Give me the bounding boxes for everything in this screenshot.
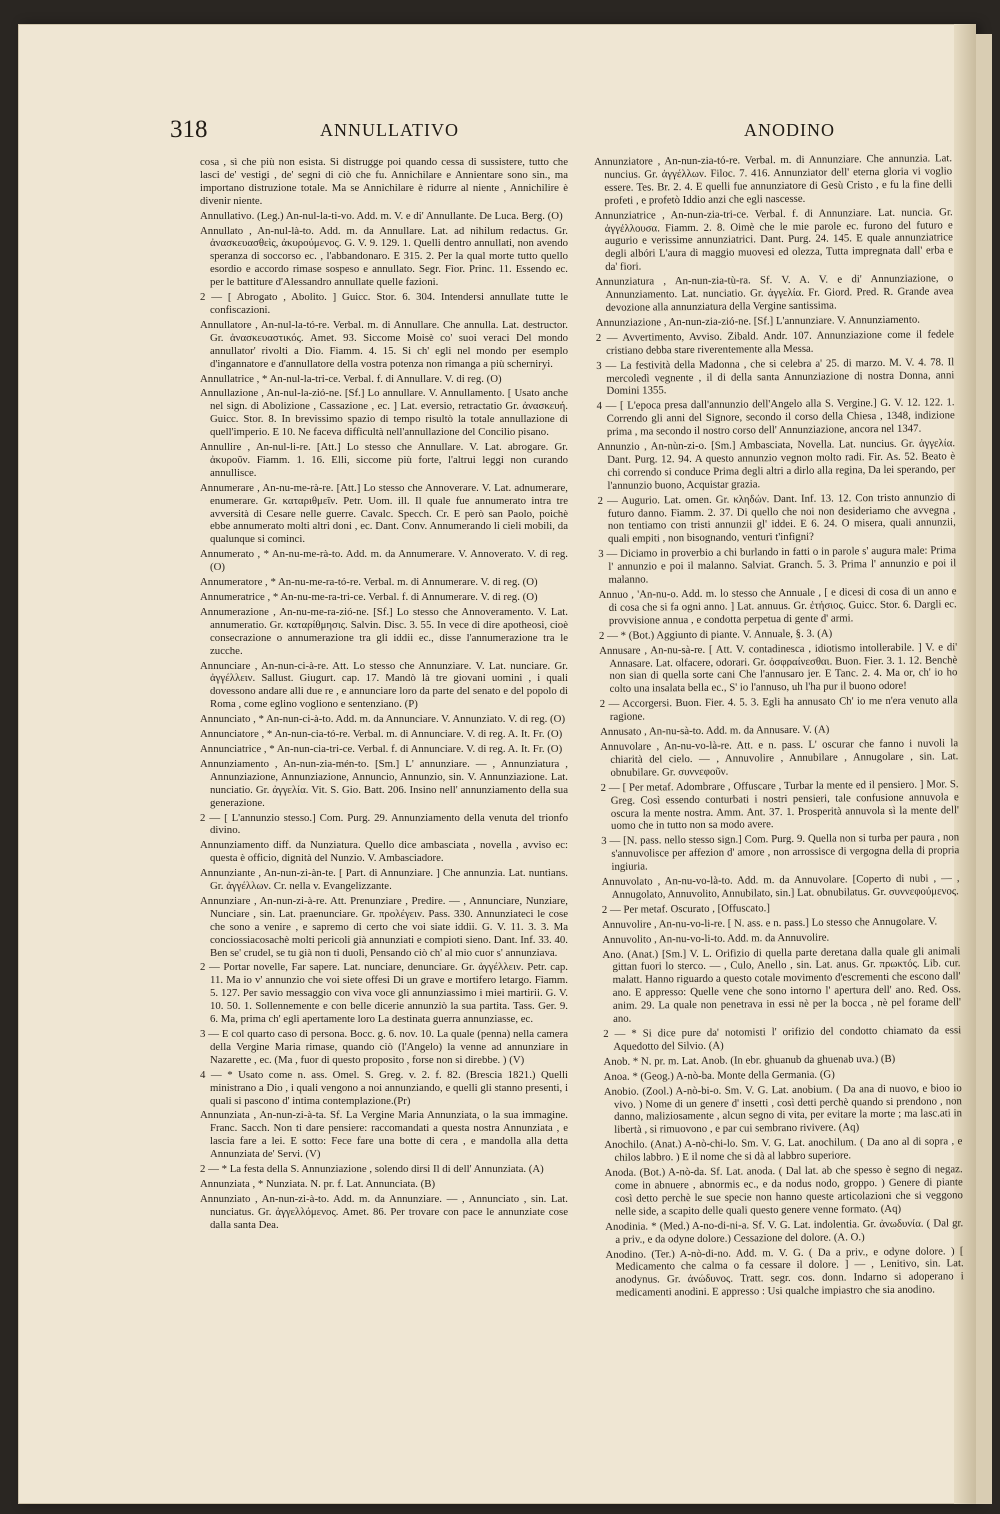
page-number: 318 <box>170 116 208 143</box>
dictionary-entry: Annumerazione , An-nu-me-ra-zió-ne. [Sf.] Lo stesso che Annoveramento. V. Lat. annumeratio. Gr. καταρίθμησις. Salvin. Disc. 3. 55. In vece di dire apotheosi, cioè consecrazione o annumerazione tra gli iddii ec., disse l'annumerazione tra le zucche. <box>200 605 568 657</box>
dictionary-entry: Annullatore , An-nul-la-tó-re. Verbal. m. di Annullare. Che annulla. Lat. destructor. Gr. ἀνασκευαστικός. Amet. 93. Siccome Moisè co' suoi veraci Del mondo annullator' rivolti a Dio. Fiamm. 4. 15. Si ch' egli nel mondo per esemplo d'ingannatore e d'annullatore della vostra potenza non rimanga a più scherniryi. <box>200 318 568 370</box>
dictionary-entry: Anobio. (Zool.) A-nò-bi-o. Sm. V. G. Lat. anobium. ( Da ana di nuovo, e bioo io vivo. ) Nome di un genere d' insetti , così detti perchè quando si prendono , non danno, maliziosamente , alcun segno di vita, per evitare la morte ; ma lasc.ati in libertà , si rimuovono , e par cui sembrano rivivere. (Aq) <box>603 1081 963 1137</box>
dictionary-entry: Anoa. * (Geog.) A-nò-ba. Monte della Germania. (G) <box>603 1068 835 1083</box>
dictionary-entry: Annullire , An-nul-li-re. [Att.] Lo stesso che Annullare. V. Lat. abrogare. Gr. ἀκυροῦν. Fiamm. 1. 16. Elli, siccome più forte, l'altrui leggi non curando annullisce. <box>200 441 568 479</box>
header-right-headword: ANODINO <box>744 120 835 140</box>
dictionary-entry: Annunciatore , * An-nun-cia-tó-re. Verbal. m. di Annunciare. V. di reg. A. It. Fr. (O) <box>200 728 563 741</box>
dictionary-entry: Annullativo. (Leg.) An-nul-la-ti-vo. Add. m. V. e di' Annullante. De Luca. Berg. (O) <box>200 209 563 222</box>
dictionary-entry: Annuvolato , An-nu-vo-là-to. Add. m. da Annuvolare. [Coperto di nubi , — , Annugolato, Annuvolito, Annubilato, sin.] Lat. obnubilatus. Gr. συννεφούμενος. <box>601 872 960 901</box>
dictionary-entry: 2 — Avvertimento, Avviso. Zibald. Andr. 107. Annunziazione come il fedele cristiano debba stare riverentemente alla Messa. <box>595 328 954 357</box>
header-left-headword: ANNULLATIVO <box>320 120 459 140</box>
dictionary-entry: Ano. (Anat.) [Sm.] V. L. Orifizio di quella parte deretana dalla quale gli animali gittan fuori lo sterco. — , Culo, Anello , sin. Lat. anus. Gr. πρωκτός. Lib. cur. malatt. Hanno riguardo a questo cotale movimento d'escrementi che escono dall' ano. E appresso: Quelle vene che sono intorno l' apertura dell' ano. Red. Oss. anim. 29. La quale non penetrava in essi nè per la bocca , nè pel forame dell' ano. <box>602 944 961 1025</box>
dictionary-entry: Anob. * N. pr. m. Lat. Anob. (In ebr. ghuanub da ghuenab uva.) (B) <box>603 1052 896 1068</box>
dictionary-entry: Annumerato , * An-nu-me-rà-to. Add. m. da Annumerare. V. Annoverato. V. di reg. (O) <box>200 548 568 574</box>
dictionary-entry: 2 — * Si dice pure da' notomisti l' orifizio del condotto chiamato da essi Aquedotto del Silvio. (A) <box>603 1024 962 1053</box>
dictionary-entry: Annumeratrice , * An-nu-me-ra-tri-ce. Verbal. f. di Annumerare. V. di reg. (O) <box>200 591 538 603</box>
dictionary-entry: Annunziata , An-nun-zi-à-ta. Sf. La Vergine Maria Annunziata, o la sua immagine. Franc. Sacch. Non ti dare pensiere: raccomandati a questa nostra Annunziata , e lascia fare a lei. E sotto: Fece fare una botte di cera , e mandolla alla detta Annunziata de' Servi. (V) <box>200 1109 568 1161</box>
dictionary-entry: Annunziamento diff. da Nunziatura. Quello dice ambasciata , novella , avviso ec: questa è officio, dignità del Nunzio. V. Ambasciadore. <box>200 839 568 865</box>
right-column <box>594 152 964 1302</box>
dictionary-entry: 2 — Augurio. Lat. omen. Gr. κληδών. Dant. Inf. 13. 12. Con tristo annunzio di futuro danno. Fiamm. 2. 37. Di quello che noi non desideriamo che avvegna , non tentiamo con tristi annunzii gl' iddei. E 6. 24. O misera, quali annunzii, quali empiti , non bisognando, venturi t'infigni? <box>597 490 956 546</box>
running-header <box>170 116 835 146</box>
dictionary-entry: Annunciatrice , * An-nun-cia-tri-ce. Verbal. f. di Annunciare. V. di reg. A. It. Fr. (O) <box>200 742 563 755</box>
dictionary-entry: 3 — E col quarto caso di persona. Bocc. g. 6. nov. 10. La quale (penna) nella camera della Vergine Maria rimase, quando ciò (l'Angelo) la venne ad annunziare in Nazarette , ec. (Ma , fuor di questo proposito , forse non si direbbe. ) (V) <box>200 1028 568 1066</box>
dictionary-entry: Annunziamento , An-nun-zia-mén-to. [Sm.] L' annunziare. — , Annunziatura , Annunziazione, Annunziazione, Annuncio, Annunzio, sin. V. Annunziazione. Lat. nunciatio. Gr. ἀγγελία. Vit. S. Gio. Batt. 206. Insino nell' annunziamento della sua generazione. <box>200 757 568 809</box>
dictionary-entry: 2 — Accorgersi. Buon. Fier. 4. 5. 3. Egli ha annusato Ch' io me n'era venuto alla ragione. <box>599 694 958 724</box>
dictionary-entry: 4 — * Usato come n. ass. Omel. S. Greg. v. 2. f. 82. (Brescia 1821.) Quelli ministrano a Dio , i quali vengono a noi annunziando, e quelli gli stanno presenti, i quali si pascono d' intima contemplazione.(Pr) <box>200 1068 568 1107</box>
dictionary-entry: Annunciare , An-nun-ci-à-re. Att. Lo stesso che Annunziare. V. Lat. nunciare. Gr. ἀγγέλλειν. Sallust. Giugurt. cap. 17. Mandò là tre giovani uomini , i quali dovessono andare alli due re , e annunciare loro da parte del senato e del popolo di Roma , come eglino vogliono e sentenziano. (P) <box>200 659 568 711</box>
dictionary-entry: Annusato , An-nu-sà-to. Add. m. da Annusare. V. (A) <box>599 723 830 739</box>
dictionary-entry: Annusare , An-nu-sà-re. [ Att. V. contadinesca , idiotismo intollerabile. ] V. e di' Annasare. Lat. olfacere, odorari. Gr. ὀσφραίνεσθαι. Buon. Fier. 3. 1. 12. Benchè non sian di quella sorte cani Che l'annusaro jer. E Tanc. 2. 4. Ma or, ch' io ho colto una insalata bella ec., S' io l'annuso, uh l'ha pur il buono odore! <box>599 640 958 696</box>
dictionary-entry: 2 — * (Bot.) Aggiunto di piante. V. Annuale, §. 3. (A) <box>598 627 833 642</box>
left-column <box>200 156 568 1234</box>
dictionary-entry: 3 — La festività della Madonna , che si celebra a' 25. di marzo. M. V. 4. 78. Il mercoledì vegnente , il di della santa Annunziazione di nostra Donna, anni Domini 1355. <box>596 355 955 398</box>
dictionary-entry: Annuvolire , An-nu-vo-li-re. [ N. ass. e n. pass.] Lo stesso che Annugolare. V. <box>601 915 938 931</box>
dictionary-entry: 2 — Per metaf. Oscurato , [Offuscato.] <box>601 902 770 916</box>
dictionary-entry: 3 — [N. pass. nello stesso sign.] Com. Purg. 9. Quella non si turba per paura , non s'annuvolisce per affezion d' amore , non arrossisce di vergogna della di propria ingiuria. <box>601 831 960 873</box>
dictionary-entry: Anochilo. (Anat.) A-nò-chi-lo. Sm. V. G. Lat. anochilum. ( Da ano al di sopra , e chilos labbro. ) E il nome che si dà al labbro superiore. <box>604 1135 963 1164</box>
dictionary-entry: Annunziatura , An-nun-zia-tù-ra. Sf. V. A. V. e di' Annunziazione, o Annunziamento. Lat. nunciatio. Gr. ἀγγελία. Fr. Giord. Pred. R. Grande avea devozione alla annunziatura della Vergine santissima. <box>595 272 954 314</box>
dictionary-entry: 4 — [ L'epoca presa dall'annunzio dell'Angelo alla S. Vergine.] G. V. 12. 122. 1. Correndo gli anni del Signore, secondo il corso della Chiesa , 1348, indizione prima , ma secondo il nostro corso dell' Annunziazione, ancora nel 1347. <box>596 396 955 439</box>
dictionary-entry: Annunzio , An-nùn-zi-o. [Sm.] Ambasciata, Novella. Lat. nuncius. Gr. ἀγγελία. Dant. Purg. 12. 94. A questo annunzio vegnon molto radi. Fir. As. 52. Beato è chi correndo si conduce Prima degli altri a dirlo alla regina, Da lei sperando, per l'annunzio buono, Acquistar grazia. <box>596 437 956 492</box>
dictionary-entry: Annunziazione , An-nun-zia-zió-ne. [Sf.] L'annunziare. V. Annunziamento. <box>595 313 920 329</box>
dictionary-entry: Annuvolito , An-nu-vo-li-to. Add. m. da Annuvolire. <box>602 931 830 946</box>
dictionary-page <box>18 24 976 1504</box>
dictionary-entry: Annuo , 'An-nu-o. Add. m. lo stesso che Annuale , [ e dicesi di cosa di un anno e di cosa che si fa ogni anno. ] Lat. annuus. Gr. ἐτήσιος. Guicc. Stor. 6. Dargli ec. provvisione annua , e condotta perpetua di gente d' armi. <box>598 585 957 627</box>
dictionary-entry: 3 — Diciamo in proverbio a chi burlando in fatti o in parole s' augura male: Prima l' annunzio e poi il malanno. Salviat. Granch. 5. 3. Prima l' annunzio e poi il malanno. <box>598 544 957 586</box>
dictionary-entry: Anodinia. * (Med.) A-no-di-ni-a. Sf. V. G. Lat. indolentia. Gr. ἀνωδυνία. ( Dal gr. a priv., e da odyne dolore.) Cessazione del dolore. (A. O.) <box>605 1216 964 1246</box>
dictionary-entry: Annullazione , An-nul-la-zió-ne. [Sf.] Lo annullare. V. Annullamento. [ Usato anche nel sign. di Abolizione , Cassazione , ec. ] Lat. eversio, retractatio Gr. ἀνασκευή. Guicc. Stor. 8. In brevissimo spazio di tempo risultò la totale annullazione di quell'imperio. E 10. Ne faceva difficultà nell'annullazione del Concilio pisano. <box>200 387 568 439</box>
page-edge <box>976 34 992 1504</box>
dictionary-entry: Annunziatrice , An-nun-zia-tri-ce. Verbal. f. di Annunziare. Lat. nuncia. Gr. ἀγγέλλουσα. Fiamm. 2. 8. Oimè che le mie parole ec. furono del futuro e augurio e verissime annunziatrici. Dant. Purg. 24. 145. E quale annunziatrice degli albóri L'aura di maggio muovesi ed olezza, Tutta impregnata dall' erba e da' fiori. <box>594 205 954 274</box>
dictionary-entry: Annullato , An-nul-là-to. Add. m. da Annullare. Lat. ad nihilum redactus. Gr. ἀνασκευασθεὶς, ἀκυρούμενος. G. V. 9. 129. 1. Quelli dentro annullati, non avendo speranza di soccorso ec. , l'abbandonaro. E 315. 2. Per la qual morte tutto quello esordio e accordo rimase sospeso e annullato. Segr. Fior. Princ. 11. Essendo ec. per le battiture d'Alessandro annullate quelle fazioni. <box>200 224 568 289</box>
dictionary-entry: Annuvolare , An-nu-vo-là-re. Att. e n. pass. L' oscurar che fanno i nuvoli la chiarità del cielo. — , Annuvolire , Annubilare , Annugolare , sin. Lat. obnubilare. Gr. συννεφοῦν. <box>600 737 959 779</box>
dictionary-entry: Annumeratore , * An-nu-me-ra-tó-re. Verbal. m. di Annumerare. V. di reg. (O) <box>200 576 538 589</box>
dictionary-entry: Annunziato , An-nun-zi-à-to. Add. m. da Annunziare. — , Annunciato , sin. Lat. nunciatus. Gr. ἀγγελλόμενος. Amet. 86. Per trovare con pace le annunziate cose dalla santa Dea. <box>200 1192 568 1231</box>
dictionary-entry: Annunziata , * Nunziata. N. pr. f. Lat. Annunciata. (B) <box>200 1177 436 1190</box>
dictionary-entry: 2 — [ Abrogato , Abolito. ] Guicc. Stor. 6. 304. Intendersi annullate tutte le confiscazioni. <box>200 291 568 316</box>
dictionary-entry: Anoda. (Bot.) A-nò-da. Sf. Lat. anoda. ( Dal lat. ab che spesso è segno di negaz. come in abnuere , abnormis ec., e da nodus nodo, groppo. ) Genere di piante così detto perchè le sue specie non hanno queste articolazioni che si veggono nelle side, a scapito delle quali questo genere venne formato. (Aq) <box>604 1163 963 1218</box>
dictionary-entry: Anodino. (Ter.) A-nò-di-no. Add. m. V. G. ( Da a priv., e odyne dolore. ) [ Medicamento che calma o fa cessare il dolore. ] — , Lenitivo, sin. Lat. anodynus. Gr. ἀνώδυνος. Tratt. segr. cos. donn. Indarno si adoperano i medicamenti anodini. E appresso : Usi qualche impiastro che sia anodino. <box>605 1244 964 1300</box>
dictionary-entry: 2 — * La festa della S. Annunziazione , solendo dirsi Il di dell' Annunziata. (A) <box>200 1163 544 1176</box>
dictionary-entry: Annullatrice , * An-nul-la-tri-ce. Verbal. f. di Annullare. V. di reg. (O) <box>200 372 502 385</box>
dictionary-entry: Annunziare , An-nun-zi-à-re. Att. Prenunziare , Predire. — , Annunciare, Nunziare, Nunciare , sin. Lat. praenunciare. Gr. προλέγειν. Pass. 330. Annunziateci le cose che sono a venire , e sapremo di certo che voi siate iddii. G. V. 11. 3. 3. Ma conciossiacosachè molti pericoli già annunziati e compioti sieno. Dant. Inf. 33. 40. Ben se' crudel, se tu già non ti duoli, Pensando ciò ch' al mio cuor s' annunziava. <box>200 894 568 959</box>
dictionary-entry: Annunziatore , An-nun-zia-tó-re. Verbal. m. di Annunziare. Che annunzia. Lat. nuncius. Gr. ἀγγέλλων. Filoc. 7. 416. Annunziator dell' eterna gloria vi voglio essere. Tes. Br. 2. 4. E quelli fue annunziatore di Gesù Cristo , e fu la fine delli profeti , e profetò Iddio anzi che egli nascesse. <box>594 152 953 207</box>
dictionary-entry: 2 — Portar novelle, Far sapere. Lat. nunciare, denunciare. Gr. ἀγγέλλειν. Petr. cap. 11. Ma io v' annunzio che voi siete offesi Di un grave e mortifero letargo. Fiamm. 5. 127. Per savio messaggio con viva voce gli annunziassimo i miei martirii. G. V. 10. 50. 1. Sollennemente e con belle dicerie annunziò la sua partita. Tass. Ger. 9. 6. Ma, prima ch' egli apertamente loro La destinata guerra annunziasse, ec. <box>200 961 568 1026</box>
dictionary-entry: 2 — [ L'annunzio stesso.] Com. Purg. 29. Annunziamento della venuta del trionfo divino. <box>200 811 568 837</box>
dictionary-entry: Annunziante , An-nun-zi-àn-te. [ Part. di Annunziare. ] Che annunzia. Lat. nuntians. Gr. ἀγγέλλων. Cr. nella v. Evangelizzante. <box>200 867 568 893</box>
dictionary-entry: Annumerare , An-nu-me-rà-re. [Att.] Lo stesso che Annoverare. V. Lat. adnumerare, enumerare. Gr. καταριθμεῖν. Petr. Uom. ill. Il quale fue annumerato intra tre avversità di Cesare nelle guerre. Cavalc. Specch. Cr. E però san Paolo, poichè ebbe annumerato molti altri doni , ec. Dant. Conv. Annumerando li cieli mobili, da qualunque si cominci. <box>200 481 568 546</box>
dictionary-entry: 2 — [ Per metaf. Adombrare , Offuscare , Turbar la mente ed il pensiero. ] Mor. S. Greg. Così essendo conturbati i nostri pensieri, tale confusione annuvola e oscura la mente nostra. Amm. Ant. 37. 1. Prosperità annuvola sì la mente dell' uomo che in tutto non sa modo avere. <box>600 777 959 833</box>
dictionary-entry: cosa , sì che più non esista. Si distrugge poi quando cessa di sussistere, tutto che lasci de' vestigi , de' segni di ciò che fu. Annichilare e Annientare sono sin., ma importano distruzione totale. Ma se Annichilare è ridurre al niente , Annichilire è divenir niente. <box>200 156 568 207</box>
dictionary-entry: Annunciato , * An-nun-ci-à-to. Add. m. da Annunciare. V. Annunziato. V. di reg. (O) <box>200 713 566 726</box>
